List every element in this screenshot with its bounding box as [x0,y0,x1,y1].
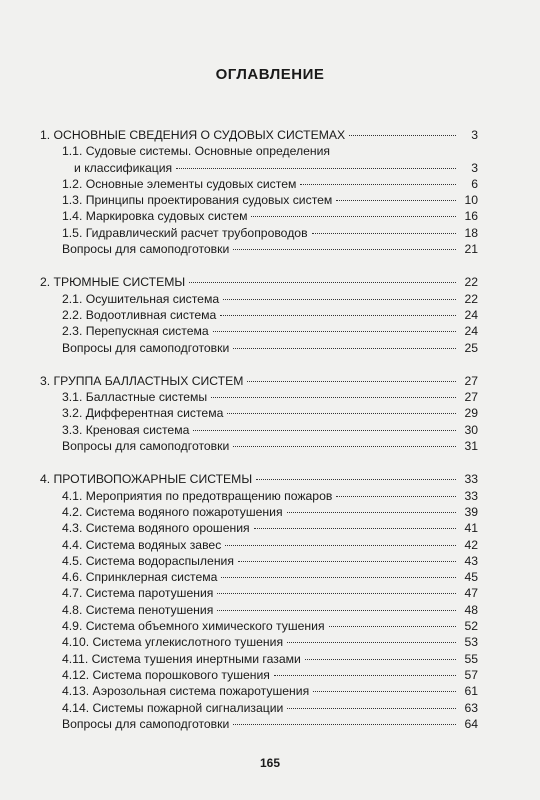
leader-dots [251,216,456,217]
toc-chapter [40,471,478,487]
toc-section [40,471,478,732]
leader-dots [227,413,456,414]
toc-entry-page: 42 [464,537,478,552]
toc-entry [40,667,478,683]
toc-entry-page: 52 [464,619,478,634]
toc-entry-page: 64 [464,716,478,731]
leader-dots [176,168,456,169]
toc-entry-label: 1.3. Принципы проектирования судовых систем [62,193,333,208]
toc-entry [40,340,478,356]
toc-entry-page: 33 [464,488,478,503]
toc-entry [40,488,478,504]
toc-entry [40,602,478,618]
toc-entry [40,651,478,667]
toc-entry-page: 27 [464,390,478,405]
toc-entry-label: 4.1. Мероприятия по предотвращению пожаров [62,488,333,503]
toc-entry-page: 29 [464,406,478,421]
toc-entry [40,291,478,307]
toc-entry-label: 1.4. Маркировка судовых систем [62,209,248,224]
toc-entry-page: 55 [464,651,478,666]
toc-chapter-page: 27 [464,373,478,388]
toc-entry-label: 4.14. Системы пожарной сигнализации [62,700,284,715]
toc-entry-label: 3.2. Дифферентная система [62,406,224,421]
toc-entry-label: 3.1. Балластные системы [62,390,208,405]
toc-entry-page: 3 [471,160,478,175]
toc-entry-page: 31 [464,439,478,454]
toc-entry [40,225,478,241]
toc-chapter-label: 2. ТРЮМНЫЕ СИСТЕМЫ [40,275,186,290]
toc-entry [40,618,478,634]
toc-entry-label: 4.13. Аэрозольная система пожаротушения [62,684,310,699]
leader-dots [329,626,456,627]
toc-chapter [40,127,478,143]
toc-entry [40,241,478,257]
toc-entry-label: 4.2. Система водяного пожаротушения [62,504,283,519]
leader-dots [313,691,456,692]
leader-dots [336,496,456,497]
toc-entry [40,307,478,323]
toc-entry [40,716,478,732]
toc-entry-label: 4.9. Система объемного химического тушения [62,619,325,634]
toc-chapter-page: 3 [471,128,478,142]
leader-dots [225,545,456,546]
toc-entry-page: 21 [464,242,478,257]
toc-entry-label: и классификация [74,160,173,175]
toc-entry-page: 63 [464,700,478,715]
toc-entry-page: 16 [464,209,478,224]
toc-entry-page: 22 [464,291,478,306]
toc-entry-page: 43 [464,553,478,568]
toc-entry-label: Вопросы для самоподготовки [62,242,230,257]
toc-entry [40,405,478,421]
toc-entry [40,553,478,569]
leader-dots [223,299,456,300]
toc-entry-page: 53 [464,635,478,650]
toc-entry-page: 45 [464,570,478,585]
toc-entry-label: 4.4. Система водяных завес [62,537,222,552]
toc-entry [40,504,478,520]
toc-chapter-page: 22 [464,275,478,290]
toc-entry-page: 48 [464,602,478,617]
toc-entry-page: 24 [464,307,478,322]
leader-dots [189,282,456,283]
toc-entry-page: 24 [464,324,478,339]
leader-dots [349,135,456,136]
toc-entry [40,160,478,176]
leader-dots [217,593,456,594]
toc-chapter-page: 33 [464,472,478,487]
toc-entry [40,683,478,699]
toc-entry [40,208,478,224]
leader-dots [287,512,456,513]
toc-entry-label: 3.3. Креновая система [62,422,190,437]
toc-section [40,274,478,355]
toc-entry-label: 4.11. Система тушения инертными газами [62,651,301,666]
toc-entry [40,569,478,585]
toc-entry-page: 61 [464,684,478,699]
leader-dots [305,659,456,660]
toc-entry-page: 6 [471,176,478,191]
toc-entry-page: 39 [464,504,478,519]
toc-chapter-label: 1. ОСНОВНЫЕ СВЕДЕНИЯ О СУДОВЫХ СИСТЕМАХ [40,128,346,142]
toc-entry-page: 18 [464,225,478,240]
leader-dots [221,577,456,578]
leader-dots [193,430,456,431]
toc-entry-label: 2.1. Осушительная система [62,291,220,306]
toc-entry [40,323,478,339]
leader-dots [254,528,456,529]
toc-section [40,373,478,454]
toc-entry-label: 4.3. Система водяного орошения [62,521,250,536]
table-of-contents [40,127,478,749]
toc-chapter [40,373,478,389]
toc-entry-label: 1.1. Судовые системы. Основные определения [62,144,331,159]
toc-entry [40,634,478,650]
toc-entry [40,438,478,454]
leader-dots [220,315,456,316]
toc-entry-page: 10 [464,193,478,208]
leader-dots [312,233,456,234]
toc-entry-label: 4.6. Спринклерная система [62,570,218,585]
toc-entry-label: Вопросы для самоподготовки [62,340,230,355]
toc-entry-page: 47 [464,586,478,601]
toc-entry [40,389,478,405]
leader-dots [233,348,456,349]
toc-chapter [40,274,478,290]
toc-entry-label: Вопросы для самоподготовки [62,439,230,454]
toc-entry [40,422,478,438]
toc-entry-label: 1.2. Основные элементы судовых систем [62,176,297,191]
toc-entry-page: 30 [464,422,478,437]
toc-entry-label: 2.2. Водоотливная система [62,307,217,322]
leader-dots [247,381,456,382]
leader-dots [217,610,456,611]
page-number: 165 [259,756,281,770]
toc-entry-label: 4.5. Система водораспыления [62,553,234,568]
toc-entry [40,700,478,716]
toc-entry-label: 2.3. Перепускная система [62,324,209,339]
toc-chapter-label: 3. ГРУППА БАЛЛАСТНЫХ СИСТЕМ [40,373,244,388]
toc-entry-label: 4.8. Система пенотушения [62,602,214,617]
leader-dots [336,200,456,201]
toc-entry-label: Вопросы для самоподготовки [62,716,230,731]
toc-section [40,127,478,257]
toc-entry [40,176,478,192]
leader-dots [287,642,456,643]
leader-dots [233,724,456,725]
page-title: ОГЛАВЛЕНИЕ [215,66,325,83]
leader-dots [287,708,456,709]
leader-dots [213,331,456,332]
leader-dots [256,479,456,480]
leader-dots [233,446,456,447]
toc-entry [40,585,478,601]
leader-dots [274,675,456,676]
toc-entry-label: 4.12. Система порошкового тушения [62,667,270,682]
leader-dots [300,184,456,185]
toc-entry-label: 1.5. Гидравлический расчет трубопроводов [62,225,308,240]
leader-dots [211,397,456,398]
toc-entry [40,192,478,208]
toc-entry [40,520,478,536]
toc-chapter-label: 4. ПРОТИВОПОЖАРНЫЕ СИСТЕМЫ [40,472,253,487]
toc-entry-label: 4.10. Система углекислотного тушения [62,635,284,650]
leader-dots [238,561,456,562]
toc-entry-page: 25 [464,340,478,355]
toc-entry [40,537,478,553]
toc-entry-page: 41 [464,521,478,536]
toc-entry-page: 57 [464,667,478,682]
toc-entry-label: 4.7. Система паротушения [62,586,214,601]
leader-dots [233,249,456,250]
